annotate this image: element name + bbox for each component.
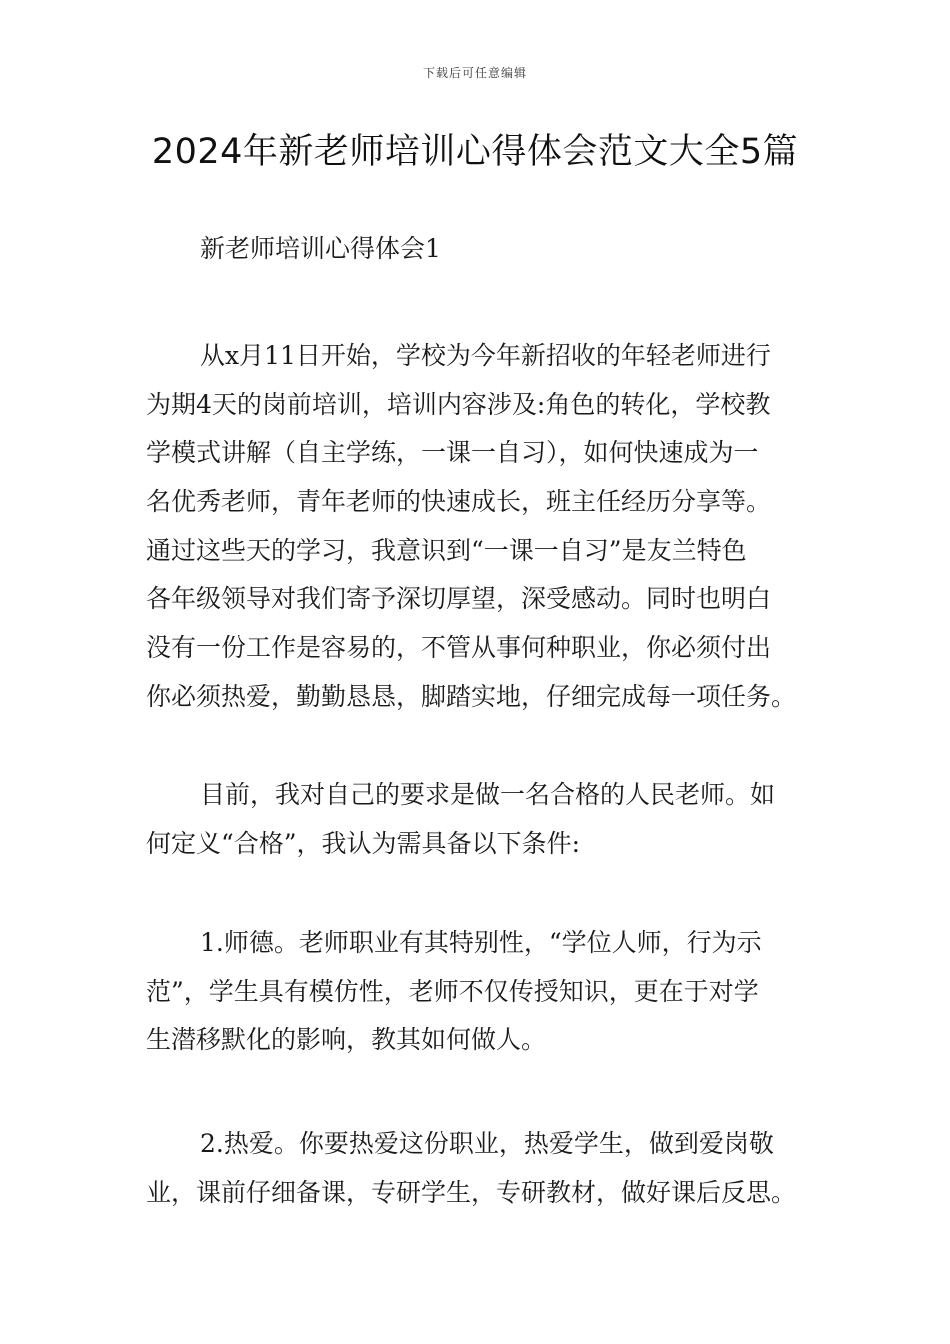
paragraph-line: 业，课前仔细备课，专研学生，专研教材，做好课后反思。 (146, 1177, 797, 1207)
paragraph-line: 学模式讲解（自主学练，一课一自习），如何快速成为一 (146, 438, 759, 468)
paragraph-4 (146, 1120, 806, 1217)
paragraph-3 (146, 919, 806, 1065)
document-title: 2024年新老师培训心得体会范文大全5篇 (151, 132, 799, 172)
section-heading: 新老师培训心得体会1 (200, 234, 441, 263)
header-note: 下载后可任意编辑 (422, 66, 527, 80)
paragraph-line: 1.师德。老师职业有其特别性，“学位人师，行为示 (200, 928, 762, 957)
paragraph-2 (146, 771, 806, 868)
paragraph-line: 通过这些天的学习，我意识到“一课一自习”是友兰特色 (146, 535, 747, 565)
paragraph-line: 目前，我对自己的要求是做一名合格的人民老师。如 (200, 780, 776, 809)
paragraph-line: 范”，学生具有模仿性，老师不仅传授知识，更在于对学 (146, 976, 759, 1006)
paragraph-line: 你必须热爱，勤勤恳恳，脚踏实地，仔细完成每一项任务。 (146, 681, 797, 711)
paragraph-1 (146, 332, 806, 722)
paragraph-line: 各年级领导对我们寄予深切厚望，深受感动。同时也明白 (146, 584, 772, 614)
paragraph-line: 名优秀老师，青年老师的快速成长，班主任经历分享等。 (146, 487, 772, 517)
paragraph-line: 从x月11日开始，学校为今年新招收的年轻老师进行 (200, 341, 771, 370)
paragraph-line: 没有一份工作是容易的，不管从事何种职业，你必须付出 (146, 633, 772, 663)
paragraph-line: 何定义“合格”，我认为需具备以下条件: (146, 828, 580, 858)
paragraph-line: 2.热爱。你要热爱这份职业，热爱学生，做到爱岗敬 (200, 1129, 774, 1158)
paragraph-line: 为期4天的岗前培训，培训内容涉及:角色的转化，学校教 (146, 389, 771, 419)
paragraph-line: 生潜移默化的影响，教其如何做人。 (146, 1025, 547, 1055)
